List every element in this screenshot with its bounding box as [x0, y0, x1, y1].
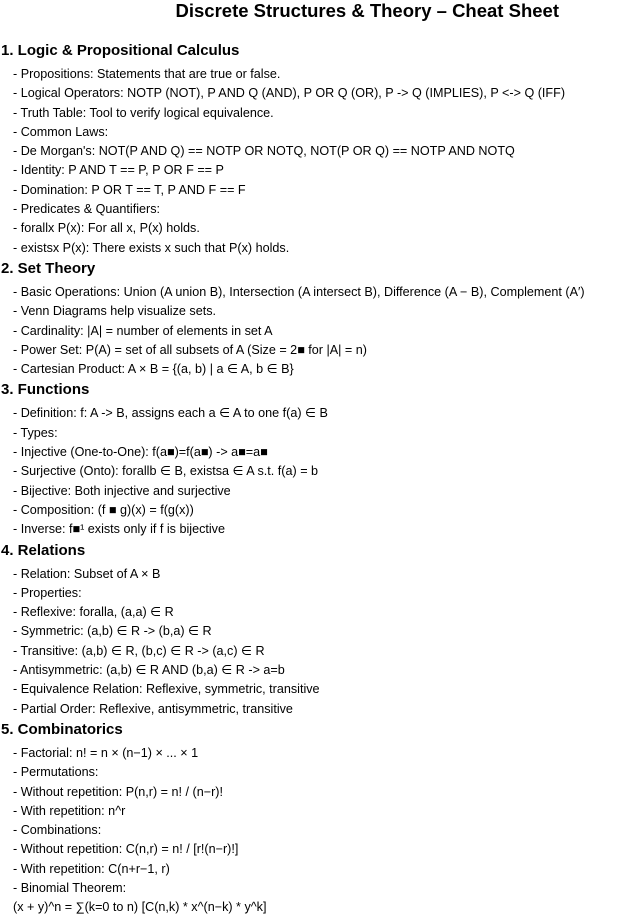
- binomial-formula: (x + y)^n = ∑(k=0 to n) [C(n,k) * x^(n−k) * y^k]: [13, 900, 267, 915]
- list-item: - Surjective (Onto): forallb ∈ B, existsa ∈ A s.t. f(a) = b: [13, 464, 319, 479]
- list-item: - With repetition: C(n+r−1, r): [13, 861, 170, 876]
- list-item: - Antisymmetric: (a,b) ∈ R AND (b,a) ∈ R -> a=b: [13, 663, 285, 678]
- list-item: - Power Set: P(A) = set of all subsets of A (Size = 2■ for |A| = n): [13, 342, 367, 357]
- section-set-theory: [0, 258, 633, 379]
- section-heading: 3. Functions: [1, 381, 90, 399]
- section-functions: [0, 379, 633, 539]
- list-item: - Identity: P AND T == P, P OR F == P: [13, 163, 224, 178]
- list-item: - Venn Diagrams help visualize sets.: [13, 304, 216, 319]
- list-item: - Symmetric: (a,b) ∈ R -> (b,a) ∈ R: [13, 624, 212, 639]
- list-item: - Binomial Theorem:: [13, 880, 127, 895]
- list-item: - Transitive: (a,b) ∈ R, (b,c) ∈ R -> (a,c) ∈ R: [13, 643, 265, 658]
- section-heading: 2. Set Theory: [1, 259, 96, 277]
- section-heading: 1. Logic & Propositional Calculus: [1, 42, 240, 59]
- list-item: - De Morgan's: NOT(P AND Q) == NOTP OR NOTQ, NOT(P OR Q) == NOTP AND NOTQ: [13, 144, 515, 159]
- section-items: [0, 565, 633, 719]
- list-item: - Properties:: [13, 585, 82, 600]
- list-item: - Relation: Subset of A × B: [13, 566, 161, 581]
- list-item: - Composition: (f ■ g)(x) = f(g(x)): [13, 502, 194, 517]
- list-item: - Inverse: f■¹ exists only if f is bijective: [13, 522, 225, 537]
- list-item: - Factorial: n! = n × (n−1) × ... × 1: [13, 745, 199, 760]
- cheat-sheet-body: [0, 40, 633, 918]
- list-item: - Combinations:: [13, 823, 102, 838]
- section-relations: [0, 540, 633, 719]
- list-item: - Common Laws:: [13, 124, 109, 139]
- list-item: - With repetition: n^r: [13, 803, 126, 818]
- list-item: - Cardinality: |A| = number of elements in set A: [13, 323, 273, 338]
- list-item: - Injective (One-to-One): f(a■)=f(a■) -> a■=a■: [13, 445, 268, 460]
- list-item: - Predicates & Quantifiers:: [13, 202, 160, 217]
- list-item: - Reflexive: foralla, (a,a) ∈ R: [13, 605, 174, 620]
- list-item: - Propositions: Statements that are true or false.: [13, 67, 281, 81]
- list-item: - Logical Operators: NOTP (NOT), P AND Q (AND), P OR Q (OR), P -> Q (IMPLIES), P <-> Q (IFF): [13, 86, 566, 101]
- section-heading: 5. Combinatorics: [1, 720, 123, 738]
- list-item: - Definition: f: A -> B, assigns each a ∈ A to one f(a) ∈ B: [13, 406, 328, 421]
- list-item: - Permutations:: [13, 765, 99, 780]
- section-items: [0, 744, 633, 918]
- list-item: - Without repetition: C(n,r) = n! / [r!(n−r)!]: [13, 842, 239, 857]
- list-item: - forallx P(x): For all x, P(x) holds.: [13, 221, 200, 236]
- list-item: - Partial Order: Reflexive, antisymmetric, transitive: [13, 701, 293, 716]
- list-item: - Types:: [13, 425, 58, 440]
- list-item: - Without repetition: P(n,r) = n! / (n−r)!: [13, 784, 223, 799]
- list-item: - Bijective: Both injective and surjective: [13, 483, 231, 498]
- section-items: [0, 65, 633, 258]
- section-items: [0, 404, 633, 539]
- section-heading: 4. Relations: [1, 541, 86, 559]
- list-item: - Cartesian Product: A × B = {(a, b) | a ∈ A, b ∈ B}: [13, 362, 294, 377]
- list-item: - existsx P(x): There exists x such that P(x) holds.: [13, 240, 290, 255]
- section-items: [0, 283, 633, 379]
- list-item: - Domination: P OR T == T, P AND F == F: [13, 182, 246, 197]
- list-item: - Truth Table: Tool to verify logical equivalence.: [13, 105, 274, 120]
- list-item: - Equivalence Relation: Reflexive, symmetric, transitive: [13, 682, 320, 697]
- section-logic: [0, 40, 633, 258]
- section-combinatorics: [0, 719, 633, 918]
- list-item: - Basic Operations: Union (A union B), Intersection (A intersect B), Difference (A − B), Complement (A′): [13, 284, 585, 299]
- page-title: Discrete Structures & Theory – Cheat Sheet: [175, 0, 559, 21]
